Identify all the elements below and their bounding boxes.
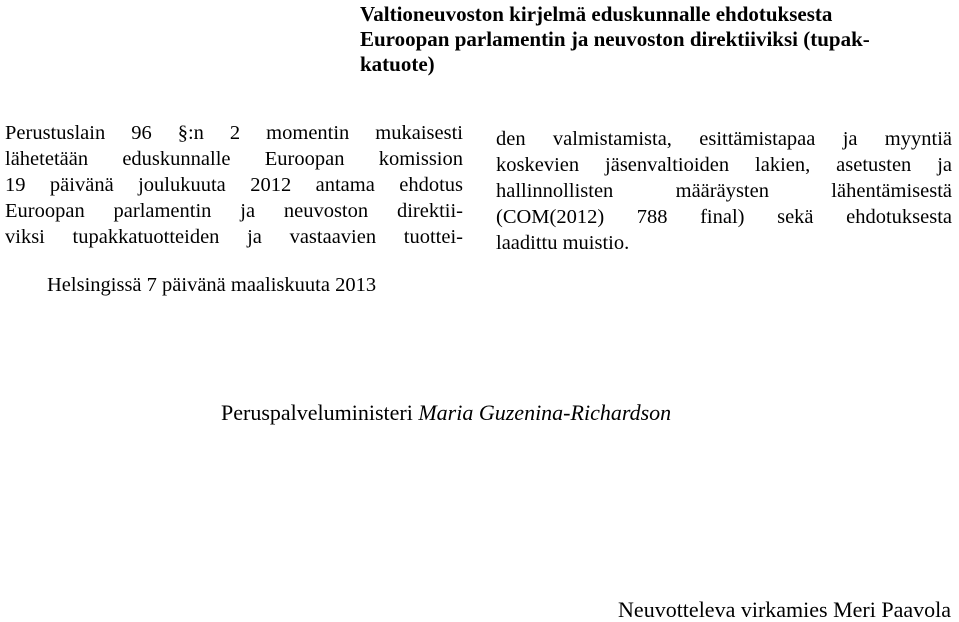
title-line-3: katuote)	[360, 52, 435, 76]
body-right-line-5: laadittu muistio.	[496, 232, 630, 254]
body-left-line-2: lähetetään eduskunnalle Euroopan komission	[5, 148, 463, 170]
body-right-line-4: (COM(2012) 788 final) sekä ehdotuksesta	[496, 206, 952, 228]
body-left-line-1: Perustuslain 96 §:n 2 momentin mukaisesti	[5, 122, 463, 144]
document-title	[360, 2, 954, 77]
body-right-line-1: den valmistamista, esittämistapaa ja myyntiä	[496, 128, 952, 150]
official-signature: Neuvotteleva virkamies Meri Paavola	[618, 597, 951, 622]
body-right-line-3: hallinnollisten määräysten lähentämisestä	[496, 180, 952, 202]
body-text-left-column	[5, 120, 463, 250]
minister-signature	[221, 399, 671, 427]
minister-name: Maria Guzenina-Richardson	[418, 400, 672, 425]
title-line-2: Euroopan parlamentin ja neuvoston direktiiviksi (tupak-	[360, 27, 870, 51]
body-text-right-column	[496, 126, 952, 256]
body-left-line-4: Euroopan parlamentin ja neuvoston direktii-	[5, 200, 463, 222]
body-left-line-3: 19 päivänä joulukuuta 2012 antama ehdotus	[5, 174, 463, 196]
place-and-date: Helsingissä 7 päivänä maaliskuuta 2013	[47, 274, 377, 296]
minister-title: Peruspalveluministeri	[221, 400, 413, 425]
body-left-line-5: viksi tupakkatuotteiden ja vastaavien tuottei-	[5, 226, 463, 248]
title-line-1: Valtioneuvoston kirjelmä eduskunnalle ehdotuksesta	[360, 2, 833, 26]
body-right-line-2: koskevien jäsenvaltioiden lakien, asetusten ja	[496, 154, 952, 176]
